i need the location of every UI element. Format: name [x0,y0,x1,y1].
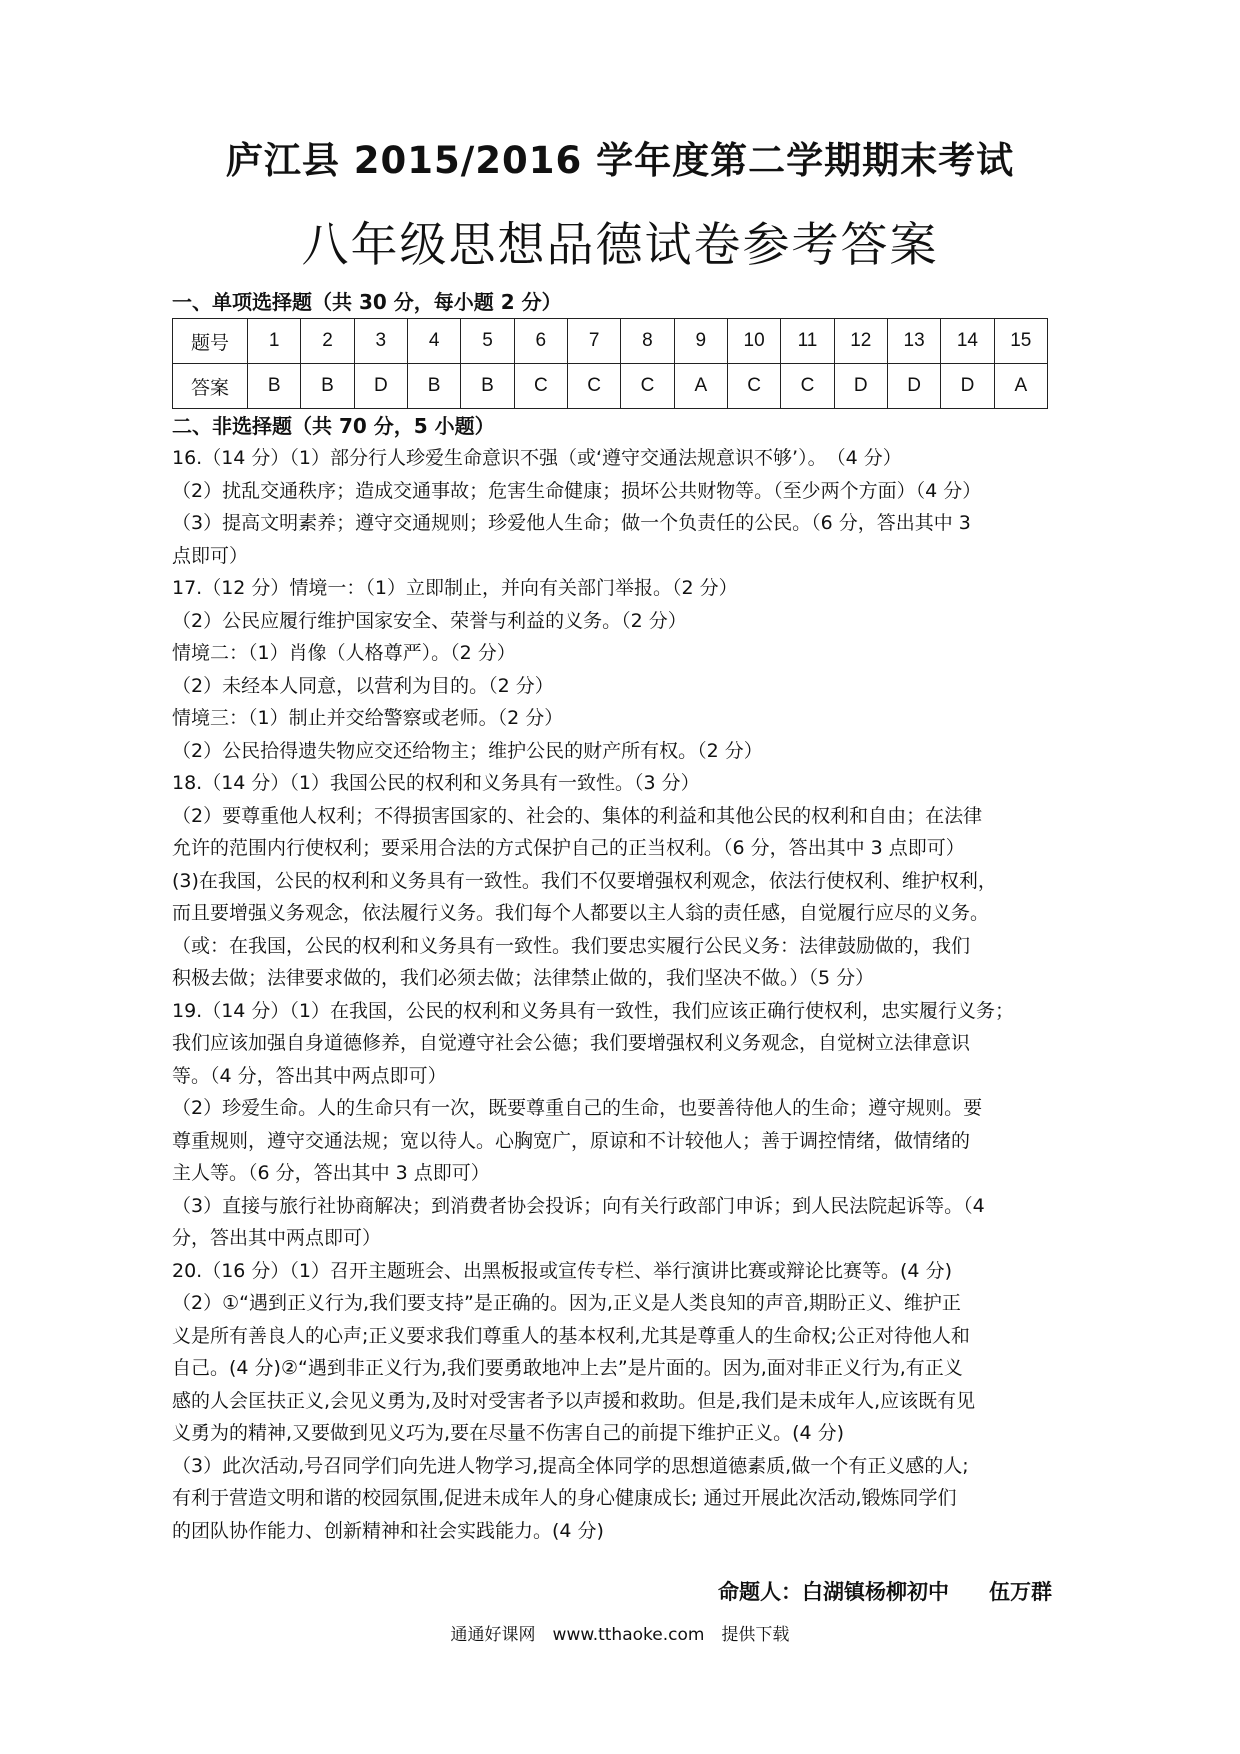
answer-line: （2）要尊重他人权利；不得损害国家的、社会的、集体的利益和其他公民的权利和自由；在法律 [172,804,983,827]
answer-line: (3)在我国，公民的权利和义务具有一致性。我们不仅要增强权利观念，依法行使权利、维护权利， [172,869,997,892]
answer-line: （2）未经本人同意，以营利为目的。（2 分） [172,674,554,697]
answer-line: 情境二：（1）肖像（人格尊严）。（2 分） [172,642,516,664]
question-number-cell: 1 [248,319,301,364]
answer-cell: C [567,364,620,409]
footer-source: 通通好课网 www.tthaoke.com 提供下载 [450,1625,790,1645]
choice-answer-table [172,318,1048,409]
answer-line: 积极去做；法律要求做的，我们必须去做；法律禁止做的，我们坚决不做。）（5 分） [172,967,875,989]
answer-line: 18.（14 分）（1）我国公民的权利和义务具有一致性。（3 分） [172,772,700,794]
answer-cell: B [407,364,460,409]
row-label-numbers: 题号 [173,319,248,364]
answer-cell: D [834,364,887,409]
answer-line: （或：在我国，公民的权利和义务具有一致性。我们要忠实履行公民义务：法律鼓励做的，我们 [172,934,971,957]
question-number-cell: 13 [887,319,940,364]
answer-line: 有利于营造文明和谐的校园氛围,促进未成年人的身心健康成长; 通过开展此次活动,锻炼同学们 [172,1487,957,1509]
answer-cell: C [514,364,567,409]
exam-title: 庐江县 2015/2016 学年度第二学期期末考试 [225,139,1015,182]
answer-line: （3）提高文明素养；遵守交通规则；珍爱他人生命；做一个负责任的公民。（6 分，答出其中 3 [172,512,971,534]
section2-heading: 二、非选择题（共 70 分，5 小题） [172,414,495,438]
question-number-cell: 2 [301,319,354,364]
answer-line: 义勇为的精神,又要做到见义巧为,要在尽量不伤害自己的前提下维护正义。(4 分) [172,1422,845,1444]
section1-heading: 一、单项选择题（共 30 分，每小题 2 分） [172,290,562,314]
question-number-cell: 7 [567,319,620,364]
answer-line: 分，答出其中两点即可） [172,1227,382,1249]
answer-cell: C [781,364,834,409]
answer-line: 20.（16 分）（1）召开主题班会、出黑板报或宣传专栏、举行演讲比赛或辩论比赛等。(4 分) [172,1259,952,1282]
answer-cell: C [727,364,780,409]
question-number-cell: 3 [354,319,407,364]
question-number-cell: 5 [461,319,514,364]
answer-line: 17.（12 分）情境一：（1）立即制止，并向有关部门举报。（2 分） [172,577,738,599]
author-name: 伍万群 [989,1580,1052,1604]
author-line [0,1576,1052,1606]
answer-line: （2）①“遇到正义行为,我们要支持”是正确的。因为,正义是人类良知的声音,期盼正义、维护正 [172,1292,961,1314]
answer-cell: C [621,364,674,409]
answer-line: 尊重规则，遵守交通法规；宽以待人。心胸宽广，原谅和不计较他人；善于调控情绪，做情绪的 [172,1129,971,1152]
question-number-row [173,319,1048,364]
answer-line: 我们应该加强自身道德修养，自觉遵守社会公德；我们要增强权利义务观念，自觉树立法律意识 [172,1032,971,1054]
answer-line: 主人等。（6 分，答出其中 3 点即可） [172,1162,490,1184]
answer-cell: A [674,364,727,409]
question-number-cell: 11 [781,319,834,364]
answer-cell: D [941,364,994,409]
answer-line: 19.（14 分）（1）在我国，公民的权利和义务具有一致性，我们应该正确行使权利，忠实履行义务； [172,999,1015,1022]
answer-cell: B [248,364,301,409]
answer-line: （3）直接与旅行社协商解决；到消费者协会投诉；向有关行政部门申诉；到人民法院起诉等。（4 [172,1194,985,1217]
answer-cell: D [887,364,940,409]
answer-cell: B [461,364,514,409]
answer-line: 情境三：（1）制止并交给警察或老师。（2 分） [172,707,564,729]
answer-cell: D [354,364,407,409]
answer-line: 等。（4 分，答出其中两点即可） [172,1064,447,1087]
answer-line: 感的人会匡扶正义,会见义勇为,及时对受害者予以声援和救助。但是,我们是未成年人,应该既有见 [172,1389,976,1412]
author-label: 命题人：白湖镇杨柳初中 [718,1580,949,1604]
answer-line: （2）公民应履行维护国家安全、荣誉与利益的义务。（2 分） [172,609,687,632]
question-number-cell: 15 [994,319,1047,364]
question-number-cell: 4 [407,319,460,364]
answer-line: （3）此次活动,号召同学们向先进人物学习,提高全体同学的思想道德素质,做一个有正义感的人; [172,1454,969,1477]
question-number-cell: 10 [727,319,780,364]
row-label-answers: 答案 [173,364,248,409]
answer-line: 而且要增强义务观念，依法履行义务。我们每个人都要以主人翁的责任感，自觉履行应尽的义务。 [172,902,990,924]
answer-cell: A [994,364,1047,409]
question-number-cell: 14 [941,319,994,364]
answer-line: 点即可） [172,544,249,567]
answer-line: 的团队协作能力、创新精神和社会实践能力。(4 分) [172,1519,604,1542]
answer-line: 16.（14 分）（1）部分行人珍爱生命意识不强（或‘遵守交通法规意识不够’）。 （4 分） [172,447,902,469]
answer-line: （2）公民拾得遗失物应交还给物主；维护公民的财产所有权。（2 分） [172,739,763,762]
answer-line: 允许的范围内行使权利；要采用合法的方式保护自己的正当权利。（6 分，答出其中 3 点即可） [172,837,965,859]
answer-line: 自己。(4 分)②“遇到非正义行为,我们要勇敢地冲上去”是片面的。因为,面对非正义行为,有正义 [172,1357,963,1379]
answer-row [173,364,1048,409]
answer-line: （2）扰乱交通秩序；造成交通事故；危害生命健康；损坏公共财物等。（至少两个方面）（4 分） [172,479,982,502]
question-number-cell: 8 [621,319,674,364]
answer-line: （2）珍爱生命。人的生命只有一次，既要尊重自己的生命，也要善待他人的生命；遵守规则。要 [172,1097,983,1119]
question-number-cell: 6 [514,319,567,364]
answer-line: 义是所有善良人的心声;正义要求我们尊重人的基本权利,尤其是尊重人的生命权;公正对待他人和 [172,1324,970,1347]
answer-key-title: 八年级思想品德试卷参考答案 [301,218,939,273]
question-number-cell: 12 [834,319,887,364]
question-number-cell: 9 [674,319,727,364]
answer-cell: B [301,364,354,409]
answer-body [172,442,1092,1547]
